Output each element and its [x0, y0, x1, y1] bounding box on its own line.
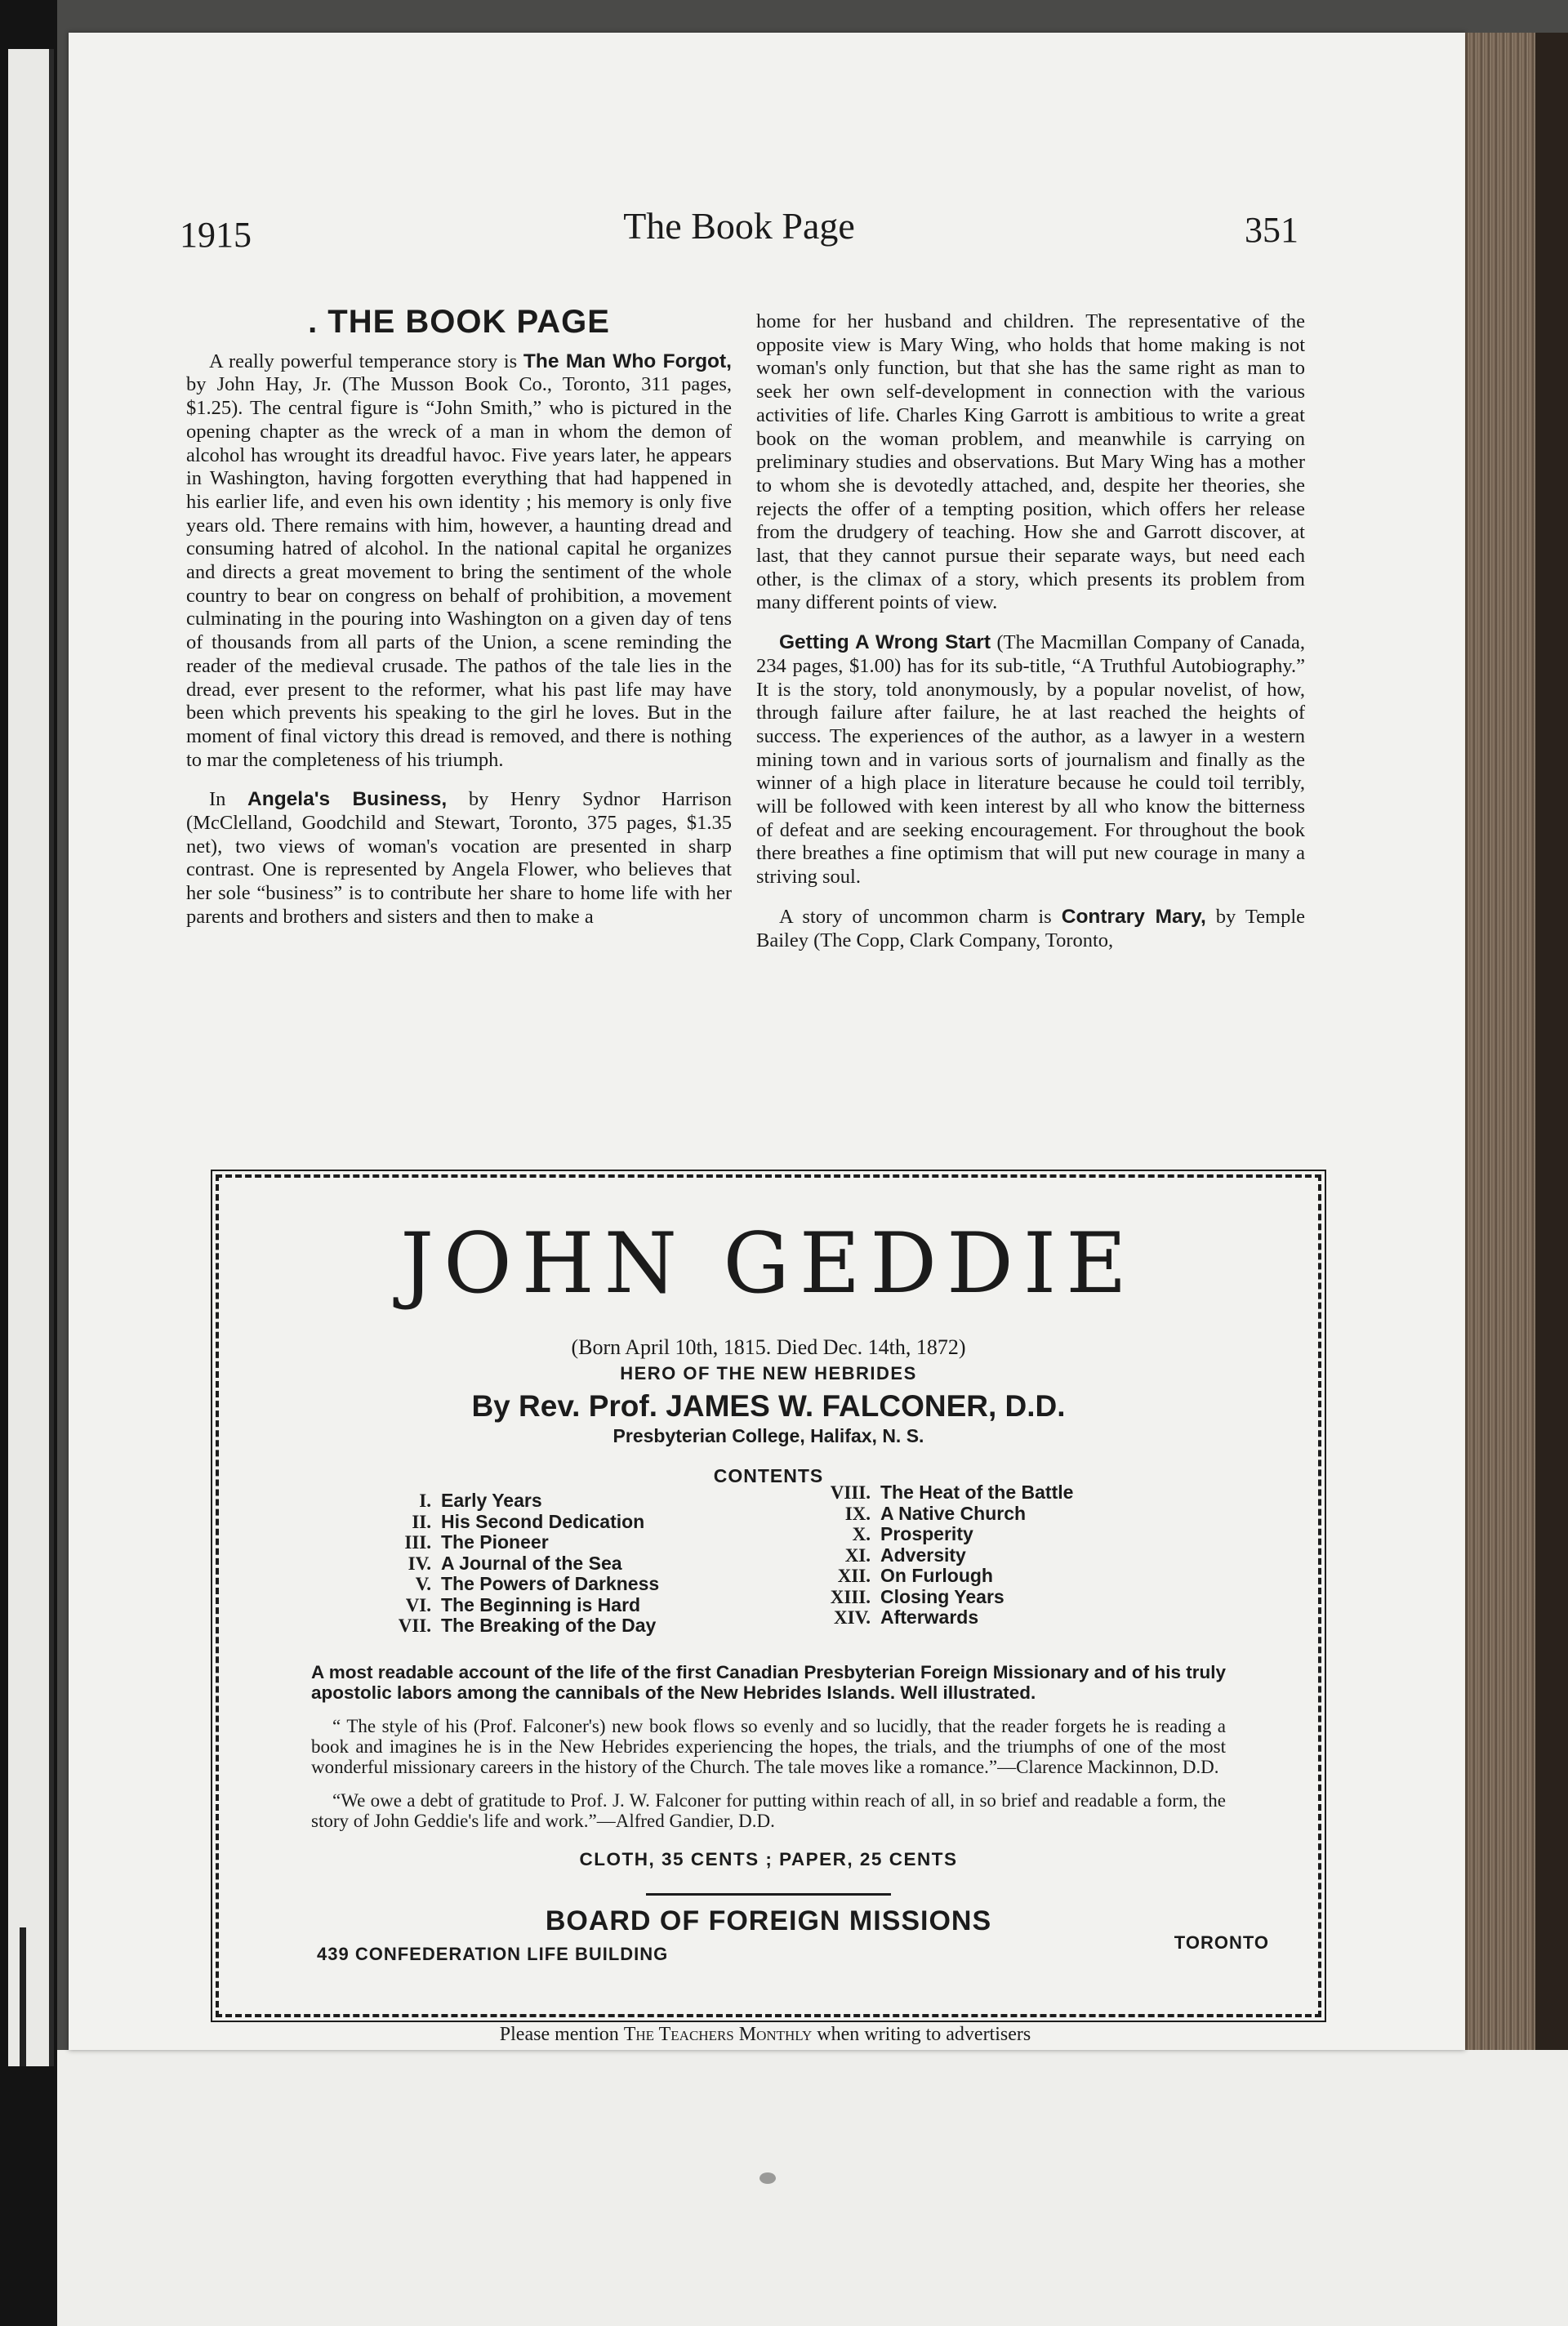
toc-entry [813, 1524, 1073, 1545]
ad-divider [646, 1893, 891, 1896]
toc-number: V. [415, 1574, 431, 1595]
review-man-who-forgot [186, 350, 732, 773]
ad-publisher: BOARD OF FOREIGN MISSIONS [545, 1905, 992, 1937]
running-head [180, 204, 1298, 261]
toc-title: The Powers of Darkness [441, 1573, 660, 1595]
review-body: (The Macmillan Company of Canada, 234 pages, $1.00) has for its sub-title, “A Truthful Autobiography.” It is the story, told anonymously, by a popular novelist, of how, through failure after failure, he at last reached the heights of success. The experiences of the author, as a lawyer in a western mining town and in various sorts of journalism and finally as the winner of a high place in literature because he could toil terribly, will be followed with keen interest by all who know the bitterness of defeat and are seeking encouragement. For throughout the book there breathes a fine optimism that will put new courage in many a striving soul. [756, 631, 1305, 889]
toc-number: IV. [408, 1553, 431, 1574]
ad-author: By Rev. Prof. JAMES W. FALCONER, D.D. [471, 1389, 1066, 1424]
toc-entry [813, 1566, 1073, 1587]
scan-background-bottom [57, 2050, 1568, 2326]
scan-smudge [760, 2172, 776, 2184]
toc-number: VI. [405, 1594, 431, 1615]
footer-publication: The Teachers Monthly [623, 2024, 813, 2045]
ad-subtitle: HERO OF THE NEW HEBRIDES [620, 1363, 917, 1384]
ad-college: Presbyterian College, Halifax, N. S. [612, 1425, 924, 1447]
toc-title: The Breaking of the Day [441, 1615, 657, 1637]
review-angelas-business-continued: home for her husband and children. The representative of the opposite view is Mary Wing, who holds that home making is not woman's only function, but that she has the same right as man to seek her own self-development in connection with the various activities of life. Charles King Garrott is ambitious to write a great book on the woman problem, and meanwhile is carrying on preliminary studies and observations. But Mary Wing has a mother to whom she is devotedly attached, and, despite her theories, she rejects the offer of a tempting position, which offers her release from the drudgery of teaching. How she and Garrott discover, at last, that they cannot pursue their separate ways, but need each other, is the climax of a story, which presents its problem from many different points of view. [756, 310, 1305, 614]
review-intro: A story of uncommon charm is [779, 905, 1062, 928]
ad-title: JOHN GEDDIE [400, 1215, 1137, 1312]
review-intro: A really powerful temperance story is [209, 350, 523, 372]
scan-background-left [0, 0, 57, 2326]
footer-text-before: Please mention [499, 2024, 624, 2045]
toc-number: X. [852, 1524, 871, 1545]
ad-description: A most readable account of the life of the first Canadian Presbyterian Foreign Missionary and of his truly apostolic labors among the cannibals of the New Hebrides Islands. Well illustrated. [311, 1662, 1226, 1704]
toc-number: XIII. [830, 1586, 871, 1607]
toc-number: XIV. [834, 1607, 871, 1629]
review-body: by Henry Sydnor Harrison (McClelland, Goodchild and Stewart, Toronto, 375 pages, $1.35 net), two views of woman's vocation are presented in sharp contrast. One is represented by Angela Flower, who believes that her sole “business” is to contribute her share to home life with her parents and brothers and sisters and then to make a [186, 788, 732, 928]
toc-entry [813, 1607, 1073, 1629]
toc-entry [374, 1615, 659, 1637]
review-contrary-mary [756, 906, 1305, 952]
ad-testimonial-gandier: “We owe a debt of gratitude to Prof. J. W. Falconer for putting within reach of all, in so brief and readable a form, the story of John Geddie's life and work.”—Alfred Gandier, D.D. [311, 1790, 1226, 1832]
book-title-man-who-forgot: The Man Who Forgot, [523, 350, 732, 372]
running-head-year: 1915 [180, 215, 252, 255]
review-intro: In [209, 788, 248, 811]
toc-title: Adversity [880, 1544, 966, 1566]
toc-entry [374, 1491, 659, 1512]
toc-number: XII. [837, 1566, 871, 1587]
ad-table-of-contents [219, 1482, 1318, 1651]
toc-number: IX. [844, 1503, 871, 1524]
review-getting-a-wrong-start [756, 631, 1305, 889]
book-title-getting-a-wrong-start: Getting A Wrong Start [779, 631, 991, 654]
ad-contents-heading: CONTENTS [713, 1465, 824, 1487]
toc-title: On Furlough [880, 1565, 993, 1587]
ad-dates: (Born April 10th, 1815. Died Dec. 14th, 1872) [571, 1335, 966, 1360]
ad-testimonial-mackinnon: “ The style of his (Prof. Falconer's) new book flows so evenly and so lucidly, that the reader forgets he is reading a book and imagines he is in the New Hebrides experiencing the hopes, the trials, and the triumphs of one of the most wonderful missionary careers in the history of the Church. The tale moves like a romance.”—Clarence Mackinnon, D.D. [311, 1716, 1226, 1778]
footer-text-after: when writing to advertisers [812, 2024, 1031, 2045]
ad-address: 439 CONFEDERATION LIFE BUILDING [317, 1944, 669, 1965]
toc-title: Closing Years [880, 1585, 1004, 1607]
book-page-edges [1462, 33, 1568, 2050]
toc-number: III. [404, 1532, 431, 1553]
toc-number: XI. [844, 1544, 871, 1566]
page-number: 351 [1245, 210, 1298, 250]
toc-number: VIII. [830, 1482, 871, 1504]
toc-column-left [374, 1491, 659, 1637]
toc-entry [374, 1595, 659, 1616]
ad-address-line [219, 1932, 1318, 1968]
toc-title: The Beginning is Hard [441, 1593, 641, 1615]
toc-entry [374, 1553, 659, 1575]
review-body: by John Hay, Jr. (The Musson Book Co., Toronto, 311 pages, $1.25). The central figure is “John Smith,” who is pictured in the opening chapter as the wreck of a man in whom the demon of alcohol has wrought its dreadful havoc. Five years later, he appears in Washington, having forgotten everything that had happened in his earlier life, and even his own identity ; his memory is only five years old. There remains with him, however, a haunting dread and consuming hatred of alcohol. In the national capital he organizes and directs a great movement to bring the sentiment of the whole country to bear on congress on behalf of prohibition, a movement culminating in the pouring into Washington on a given day of tens of thousands from all parts of the Union, a scene reminding the reader of the medieval crusade. The pathos of the tale lies in the dread, ever present to the reformer, what his past life may have been which prevents his speaking to the girl he loves. But in the moment of final victory this dread is removed, and there is nothing to mar the completeness of his triumph. [186, 373, 732, 771]
article-column-left [186, 304, 732, 929]
running-head-title: The Book Page [623, 205, 855, 247]
toc-entry [813, 1545, 1073, 1566]
toc-title: A Native Church [880, 1502, 1027, 1524]
toc-number: VII. [398, 1615, 431, 1637]
toc-title: His Second Dedication [441, 1510, 645, 1532]
facing-page-edge [8, 49, 54, 2066]
review-body: by Temple Bailey (The Copp, Clark Company, Toronto, [756, 905, 1306, 951]
toc-entry [374, 1512, 659, 1533]
ad-city: TORONTO [1174, 1932, 1269, 1954]
book-title-angelas-business: Angela's Business, [247, 788, 448, 811]
footer-note [216, 2024, 1315, 2046]
section-heading: . THE BOOK PAGE [308, 304, 610, 340]
book-cover-edge [1535, 33, 1568, 2050]
toc-title: Early Years [441, 1490, 542, 1512]
review-angelas-business [186, 788, 732, 929]
toc-title: Afterwards [880, 1606, 979, 1629]
toc-entry [813, 1504, 1073, 1525]
toc-column-right [813, 1482, 1073, 1629]
toc-title: A Journal of the Sea [441, 1552, 622, 1574]
toc-entry [813, 1482, 1073, 1504]
toc-title: The Heat of the Battle [880, 1482, 1074, 1504]
ad-price: CLOTH, 35 CENTS ; PAPER, 25 CENTS [579, 1849, 958, 1870]
toc-entry [813, 1587, 1073, 1608]
toc-number: II. [412, 1511, 431, 1532]
toc-number: I. [419, 1491, 431, 1512]
toc-title: Prosperity [880, 1523, 973, 1545]
toc-entry [374, 1574, 659, 1595]
toc-entry [374, 1532, 659, 1553]
book-title-contrary-mary: Contrary Mary, [1061, 905, 1206, 928]
toc-title: The Pioneer [441, 1531, 549, 1553]
advertisement-box [216, 1174, 1321, 2017]
article-column-right [756, 310, 1305, 952]
